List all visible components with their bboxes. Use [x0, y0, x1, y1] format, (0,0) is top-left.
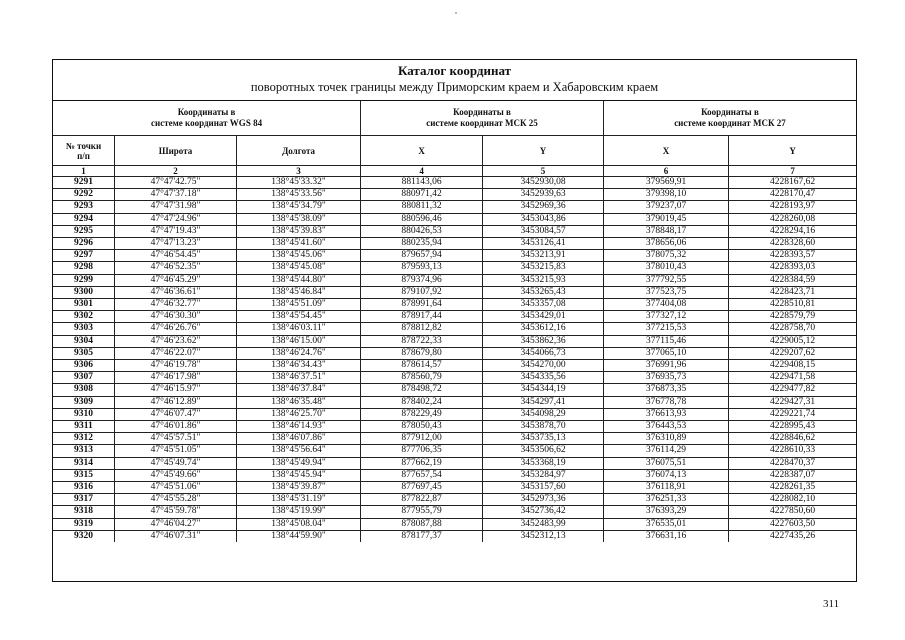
cell-x27: 376251,33	[603, 494, 728, 506]
cell-y25: 3452969,36	[483, 201, 604, 213]
cell-y27: 4228758,70	[729, 323, 856, 335]
cell-y27: 4228393,57	[729, 250, 856, 262]
cell-point: 9296	[53, 238, 115, 250]
cell-x25: 880235,94	[361, 238, 483, 250]
group-msk25: Координаты в системе координат МСК 25	[361, 101, 604, 136]
table-row	[53, 250, 856, 262]
cell-x25: 877912,00	[361, 433, 483, 445]
cell-point: 9316	[53, 482, 115, 494]
cell-x25: 878402,24	[361, 396, 483, 408]
cell-x27: 376935,73	[603, 372, 728, 384]
cell-x25: 878229,49	[361, 408, 483, 420]
cell-y27: 4229207,62	[729, 347, 856, 359]
cell-lat: 47°46'36.61"	[115, 286, 237, 298]
cell-x25: 878722,33	[361, 335, 483, 347]
table-body	[53, 177, 856, 543]
cell-lon: 138°45'56.64"	[236, 445, 360, 457]
cell-y27: 4228082,10	[729, 494, 856, 506]
cell-lat: 47°46'22.07"	[115, 347, 237, 359]
cell-point: 9311	[53, 421, 115, 433]
cell-lat: 47°47'24.96"	[115, 213, 237, 225]
table-row	[53, 384, 856, 396]
cell-x27: 378656,06	[603, 238, 728, 250]
cell-lon: 138°46'37.51"	[236, 372, 360, 384]
table-row	[53, 445, 856, 457]
cell-x27: 377065,10	[603, 347, 728, 359]
cell-lat: 47°47'31.98"	[115, 201, 237, 213]
table-row	[53, 372, 856, 384]
cell-y25: 3453735,13	[483, 433, 604, 445]
cell-y27: 4228170,47	[729, 189, 856, 201]
cell-y27: 4229477,82	[729, 384, 856, 396]
cell-point: 9307	[53, 372, 115, 384]
cell-x27: 378075,32	[603, 250, 728, 262]
col-point: № точки п/п	[53, 136, 115, 166]
cell-y27: 4228423,71	[729, 286, 856, 298]
cell-lat: 47°45'55.28"	[115, 494, 237, 506]
cell-y25: 3453126,41	[483, 238, 604, 250]
cell-y27: 4228260,08	[729, 213, 856, 225]
cell-x27: 376074,13	[603, 469, 728, 481]
cell-x27: 377215,53	[603, 323, 728, 335]
cell-lon: 138°46'35.48"	[236, 396, 360, 408]
table-row	[53, 335, 856, 347]
cell-y27: 4228193,97	[729, 201, 856, 213]
cell-x25: 877697,45	[361, 482, 483, 494]
cell-lon: 138°46'34.43"	[236, 360, 360, 372]
catalog-title: Каталог координат	[397, 63, 511, 78]
page-number: 311	[823, 598, 840, 610]
title-block	[53, 60, 856, 101]
cell-lon: 138°45'44.80"	[236, 274, 360, 286]
cell-y25: 3453043,86	[483, 213, 604, 225]
cell-y27: 4229408,15	[729, 360, 856, 372]
column-number-row	[53, 166, 856, 177]
cell-x25: 878087,88	[361, 518, 483, 530]
cell-x25: 879374,96	[361, 274, 483, 286]
cell-lon: 138°46'15.00"	[236, 335, 360, 347]
cell-x27: 377404,08	[603, 299, 728, 311]
cell-x25: 881143,06	[361, 177, 483, 189]
cell-y25: 3454098,29	[483, 408, 604, 420]
cell-y25: 3454344,19	[483, 384, 604, 396]
cell-point: 9313	[53, 445, 115, 457]
cell-y27: 4227850,60	[729, 506, 856, 518]
cell-y27: 4228167,62	[729, 177, 856, 189]
cell-x25: 878812,82	[361, 323, 483, 335]
cell-y27: 4229005,12	[729, 335, 856, 347]
cell-y25: 3453215,83	[483, 262, 604, 274]
cell-lon: 138°45'49.94"	[236, 457, 360, 469]
cell-lat: 47°45'57.51"	[115, 433, 237, 445]
cell-lon: 138°45'08.04"	[236, 518, 360, 530]
cell-x27: 376991,96	[603, 360, 728, 372]
col-x27: X	[603, 136, 728, 166]
table-row	[53, 262, 856, 274]
cell-x25: 878917,44	[361, 311, 483, 323]
cell-lat: 47°46'52.35"	[115, 262, 237, 274]
cell-lat: 47°46'04.27"	[115, 518, 237, 530]
cell-x25: 877662,19	[361, 457, 483, 469]
cell-x27: 378848,17	[603, 225, 728, 237]
cell-y27: 4229221,74	[729, 408, 856, 420]
col-y27: Y	[729, 136, 856, 166]
cell-lon: 138°46'03.11"	[236, 323, 360, 335]
cell-x25: 880971,42	[361, 189, 483, 201]
cell-x25: 878050,43	[361, 421, 483, 433]
cell-lat: 47°46'30.30"	[115, 311, 237, 323]
cell-y25: 3453265,43	[483, 286, 604, 298]
cell-point: 9303	[53, 323, 115, 335]
cell-lat: 47°46'19.78"	[115, 360, 237, 372]
cell-point: 9292	[53, 189, 115, 201]
cell-lat: 47°46'12.89"	[115, 396, 237, 408]
cell-point: 9309	[53, 396, 115, 408]
cell-point: 9298	[53, 262, 115, 274]
col-number: 6	[603, 166, 728, 177]
cell-x27: 379237,07	[603, 201, 728, 213]
cell-y27: 4227435,26	[729, 530, 856, 542]
cell-x27: 376535,01	[603, 518, 728, 530]
cell-lon: 138°45'39.87"	[236, 482, 360, 494]
cell-y25: 3453878,70	[483, 421, 604, 433]
cell-x25: 878560,79	[361, 372, 483, 384]
cell-lon: 138°45'39.83"	[236, 225, 360, 237]
cell-x25: 879107,92	[361, 286, 483, 298]
cell-lat: 47°46'15.97"	[115, 384, 237, 396]
table-row	[53, 530, 856, 542]
col-x25: X	[361, 136, 483, 166]
group-wgs84: Координаты в системе координат WGS 84	[53, 101, 361, 136]
cell-lon: 138°46'37.84"	[236, 384, 360, 396]
cell-lon: 138°45'51.09"	[236, 299, 360, 311]
table-row	[53, 323, 856, 335]
col-lon: Долгота	[236, 136, 360, 166]
coordinate-catalog	[52, 59, 857, 582]
cell-lon: 138°45'38.09"	[236, 213, 360, 225]
cell-lon: 138°45'34.79"	[236, 201, 360, 213]
cell-lat: 47°46'23.62"	[115, 335, 237, 347]
cell-x27: 376075,51	[603, 457, 728, 469]
cell-lat: 47°47'13.23"	[115, 238, 237, 250]
cell-y25: 3453506,62	[483, 445, 604, 457]
cell-lat: 47°45'49.66"	[115, 469, 237, 481]
table-row	[53, 469, 856, 481]
cell-lon: 138°45'33.56"	[236, 189, 360, 201]
cell-y25: 3454297,41	[483, 396, 604, 408]
cell-point: 9315	[53, 469, 115, 481]
table-row	[53, 360, 856, 372]
cell-lat: 47°46'54.45"	[115, 250, 237, 262]
cell-point: 9314	[53, 457, 115, 469]
col-number: 7	[729, 166, 856, 177]
table-row	[53, 408, 856, 420]
col-number: 3	[236, 166, 360, 177]
cell-x27: 378010,43	[603, 262, 728, 274]
table-row	[53, 311, 856, 323]
table-row	[53, 238, 856, 250]
table-row	[53, 482, 856, 494]
cell-x25: 879593,13	[361, 262, 483, 274]
cell-lon: 138°46'07.86"	[236, 433, 360, 445]
catalog-subtitle: поворотных точек границы между Приморским краем и Хабаровским краем	[250, 80, 659, 94]
table-row	[53, 299, 856, 311]
cell-lat: 47°46'07.47"	[115, 408, 237, 420]
col-number: 1	[53, 166, 115, 177]
cell-y27: 4228610,33	[729, 445, 856, 457]
cell-x27: 376778,78	[603, 396, 728, 408]
col-y25: Y	[483, 136, 604, 166]
cell-y27: 4228393,03	[729, 262, 856, 274]
col-lat: Широта	[115, 136, 237, 166]
cell-x27: 376114,29	[603, 445, 728, 457]
cell-point: 9297	[53, 250, 115, 262]
cell-x27: 376393,29	[603, 506, 728, 518]
cell-point: 9305	[53, 347, 115, 359]
cell-y25: 3453357,08	[483, 299, 604, 311]
cell-x27: 376310,89	[603, 433, 728, 445]
cell-point: 9318	[53, 506, 115, 518]
group-header-row	[53, 101, 856, 136]
cell-x25: 878177,37	[361, 530, 483, 542]
cell-lon: 138°45'45.08"	[236, 262, 360, 274]
cell-lat: 47°46'45.29"	[115, 274, 237, 286]
cell-lon: 138°45'19.99"	[236, 506, 360, 518]
cell-lat: 47°46'32.77"	[115, 299, 237, 311]
cell-lon: 138°46'24.76"	[236, 347, 360, 359]
cell-x25: 880426,53	[361, 225, 483, 237]
cell-y25: 3452312,13	[483, 530, 604, 542]
cell-x25: 878498,72	[361, 384, 483, 396]
cell-x27: 376613,93	[603, 408, 728, 420]
table-row	[53, 225, 856, 237]
table-row	[53, 347, 856, 359]
cell-lon: 138°45'45.06"	[236, 250, 360, 262]
table-row	[53, 274, 856, 286]
cell-x25: 877822,87	[361, 494, 483, 506]
cell-point: 9302	[53, 311, 115, 323]
cell-y27: 4228294,16	[729, 225, 856, 237]
cell-y27: 4228384,59	[729, 274, 856, 286]
table-row	[53, 286, 856, 298]
table-row	[53, 457, 856, 469]
column-header-row	[53, 136, 856, 166]
col-number: 5	[483, 166, 604, 177]
cell-x27: 379019,45	[603, 213, 728, 225]
cell-x27: 376443,53	[603, 421, 728, 433]
cell-y25: 3453284,97	[483, 469, 604, 481]
cell-x27: 376631,16	[603, 530, 728, 542]
cell-lon: 138°45'45.94"	[236, 469, 360, 481]
cell-lat: 47°47'42.75"	[115, 177, 237, 189]
table-row	[53, 189, 856, 201]
cell-point: 9310	[53, 408, 115, 420]
group-msk27: Координаты в системе координат МСК 27	[603, 101, 856, 136]
cell-y27: 4227603,50	[729, 518, 856, 530]
cell-point: 9317	[53, 494, 115, 506]
cell-y25: 3453157,60	[483, 482, 604, 494]
cell-y25: 3454335,56	[483, 372, 604, 384]
table-row	[53, 506, 856, 518]
cell-y27: 4228510,81	[729, 299, 856, 311]
cell-y25: 3453215,93	[483, 274, 604, 286]
cell-y27: 4228846,62	[729, 433, 856, 445]
cell-y25: 3454270,00	[483, 360, 604, 372]
cell-y25: 3452483,99	[483, 518, 604, 530]
cell-lat: 47°45'51.05"	[115, 445, 237, 457]
cell-y27: 4229427,31	[729, 396, 856, 408]
cell-point: 9301	[53, 299, 115, 311]
col-number: 4	[361, 166, 483, 177]
cell-y25: 3452930,08	[483, 177, 604, 189]
table-row	[53, 396, 856, 408]
cell-y27: 4228387,07	[729, 469, 856, 481]
cell-y25: 3452939,63	[483, 189, 604, 201]
cell-point: 9312	[53, 433, 115, 445]
table-row	[53, 433, 856, 445]
table-row	[53, 421, 856, 433]
cell-y25: 3453429,01	[483, 311, 604, 323]
cell-x25: 878991,64	[361, 299, 483, 311]
cell-y27: 4228995,43	[729, 421, 856, 433]
cell-lat: 47°47'37.18"	[115, 189, 237, 201]
cell-y27: 4228579,79	[729, 311, 856, 323]
cell-y25: 3452736,42	[483, 506, 604, 518]
cell-point: 9320	[53, 530, 115, 542]
cell-point: 9294	[53, 213, 115, 225]
cell-lat: 47°46'17.98"	[115, 372, 237, 384]
table-row	[53, 177, 856, 189]
cell-y27: 4228470,37	[729, 457, 856, 469]
cell-x27: 377327,12	[603, 311, 728, 323]
cell-point: 9306	[53, 360, 115, 372]
cell-x25: 878614,57	[361, 360, 483, 372]
cell-lon: 138°45'46.84"	[236, 286, 360, 298]
cell-x27: 377115,46	[603, 335, 728, 347]
cell-point: 9319	[53, 518, 115, 530]
table-row	[53, 213, 856, 225]
cell-y25: 3454066,73	[483, 347, 604, 359]
cell-x27: 379398,10	[603, 189, 728, 201]
cell-x27: 377792,55	[603, 274, 728, 286]
cell-x25: 877657,54	[361, 469, 483, 481]
cell-lat: 47°45'51.06"	[115, 482, 237, 494]
cell-x25: 880596,46	[361, 213, 483, 225]
cell-point: 9291	[53, 177, 115, 189]
col-number: 2	[115, 166, 237, 177]
cell-y27: 4228261,35	[729, 482, 856, 494]
cell-x25: 877706,35	[361, 445, 483, 457]
cell-lat: 47°45'49.74"	[115, 457, 237, 469]
cell-lon: 138°44'59.90"	[236, 530, 360, 542]
cell-y25: 3452973,36	[483, 494, 604, 506]
cell-lon: 138°45'54.45"	[236, 311, 360, 323]
cell-lon: 138°45'33.32"	[236, 177, 360, 189]
cell-lon: 138°46'25.70"	[236, 408, 360, 420]
cell-x27: 377523,75	[603, 286, 728, 298]
cell-x27: 376873,35	[603, 384, 728, 396]
cell-x25: 880811,32	[361, 201, 483, 213]
cell-x25: 878679,80	[361, 347, 483, 359]
cell-y25: 3453084,57	[483, 225, 604, 237]
cell-lon: 138°45'41.60"	[236, 238, 360, 250]
cell-y25: 3453862,36	[483, 335, 604, 347]
cell-y27: 4228328,60	[729, 238, 856, 250]
cell-point: 9295	[53, 225, 115, 237]
cell-point: 9304	[53, 335, 115, 347]
scan-speck	[455, 12, 457, 14]
table-row	[53, 201, 856, 213]
cell-lon: 138°46'14.93"	[236, 421, 360, 433]
cell-x27: 379569,91	[603, 177, 728, 189]
cell-x25: 879657,94	[361, 250, 483, 262]
cell-y25: 3453612,16	[483, 323, 604, 335]
cell-y27: 4229471,58	[729, 372, 856, 384]
cell-point: 9299	[53, 274, 115, 286]
cell-lat: 47°46'26.76"	[115, 323, 237, 335]
cell-point: 9308	[53, 384, 115, 396]
cell-lat: 47°47'19.43"	[115, 225, 237, 237]
cell-point: 9300	[53, 286, 115, 298]
cell-point: 9293	[53, 201, 115, 213]
table-row	[53, 518, 856, 530]
table-row	[53, 494, 856, 506]
cell-x25: 877955,79	[361, 506, 483, 518]
cell-x27: 376118,91	[603, 482, 728, 494]
cell-lon: 138°45'31.19"	[236, 494, 360, 506]
cell-lat: 47°46'07.31"	[115, 530, 237, 542]
cell-lat: 47°45'59.78"	[115, 506, 237, 518]
coordinates-table	[53, 101, 856, 542]
cell-y25: 3453368,19	[483, 457, 604, 469]
cell-y25: 3453213,91	[483, 250, 604, 262]
cell-lat: 47°46'01.86"	[115, 421, 237, 433]
